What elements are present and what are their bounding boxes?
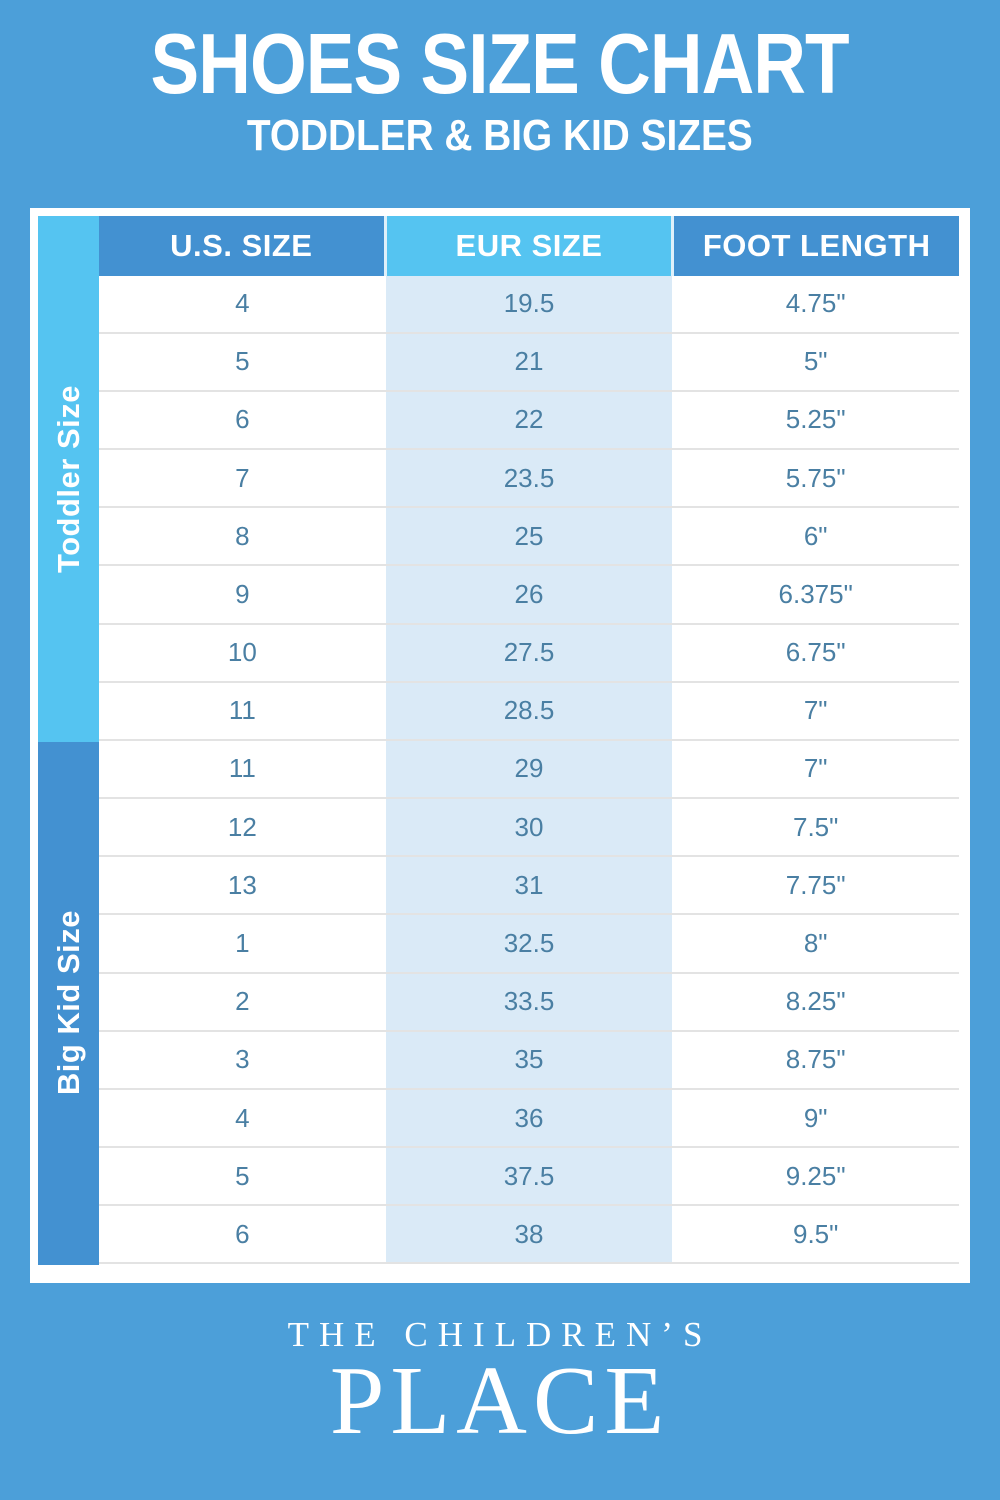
cell-us: 10 xyxy=(227,637,257,668)
table-row xyxy=(99,625,959,683)
cell-foot: 8.25" xyxy=(785,986,846,1017)
cell-us: 5 xyxy=(235,346,250,377)
cell-us: 1 xyxy=(235,927,250,958)
table-row xyxy=(99,915,959,973)
cell-foot: 7" xyxy=(803,753,828,784)
cell-foot: 6.75" xyxy=(785,637,846,668)
table-row xyxy=(99,683,959,741)
table-row xyxy=(99,1148,959,1206)
cell-foot: 4.75" xyxy=(785,288,846,319)
big-kid-size-label: Big Kid Size xyxy=(50,910,86,1096)
column-header-eur-size: EUR SIZE xyxy=(384,216,672,276)
cell-eur: 35 xyxy=(386,1032,673,1088)
cell-foot: 8" xyxy=(803,927,828,958)
column-header-foot-length: FOOT LENGTH xyxy=(671,216,959,276)
table-row xyxy=(99,450,959,508)
cell-us: 5 xyxy=(235,1160,250,1191)
table-row xyxy=(99,508,959,566)
title-block xyxy=(0,0,1000,160)
cell-eur: 36 xyxy=(386,1090,673,1146)
table-row xyxy=(99,566,959,624)
cell-foot: 8.75" xyxy=(785,1044,846,1075)
cell-us: 4 xyxy=(235,288,250,319)
cell-foot: 7.75" xyxy=(785,869,846,900)
brand-name-bottom: PLACE xyxy=(329,1346,671,1455)
brand-name-top: THE CHILDREN’S xyxy=(287,1314,713,1354)
cell-eur: 23.5 xyxy=(386,450,673,506)
cell-eur: 22 xyxy=(386,392,673,448)
cell-eur: 33.5 xyxy=(386,974,673,1030)
page-title: SHOES SIZE CHART xyxy=(150,16,850,113)
cell-foot: 6.375" xyxy=(778,578,853,609)
brand-logo xyxy=(0,1314,1000,1455)
table-row xyxy=(99,741,959,799)
section-sidebar xyxy=(38,216,99,1265)
table-row xyxy=(99,1206,959,1264)
table-row xyxy=(99,1090,959,1148)
cell-us: 7 xyxy=(235,462,250,493)
table-row xyxy=(99,799,959,857)
table-row xyxy=(99,1032,959,1090)
subtitle-wrap xyxy=(0,111,1000,160)
table-row xyxy=(99,392,959,450)
cell-eur: 26 xyxy=(386,566,673,622)
page-subtitle: TODDLER & BIG KID SIZES xyxy=(247,111,753,160)
cell-us: 12 xyxy=(227,811,257,842)
table-header-row xyxy=(99,216,959,276)
cell-foot: 5.75" xyxy=(785,462,846,493)
big-kid-size-section-band xyxy=(38,742,99,1265)
cell-us: 8 xyxy=(235,520,250,551)
column-header-us-size: U.S. SIZE xyxy=(99,216,384,276)
table-row xyxy=(99,334,959,392)
cell-us: 11 xyxy=(228,753,256,784)
size-chart-table xyxy=(30,208,970,1283)
cell-foot: 6" xyxy=(803,520,828,551)
cell-foot: 9.25" xyxy=(785,1160,846,1191)
cell-eur: 19.5 xyxy=(386,276,673,332)
cell-eur: 37.5 xyxy=(386,1148,673,1204)
table-row xyxy=(99,857,959,915)
cell-us: 13 xyxy=(227,869,257,900)
table-row xyxy=(99,974,959,1032)
toddler-size-label: Toddler Size xyxy=(50,384,86,573)
cell-foot: 7" xyxy=(803,695,828,726)
table-row xyxy=(99,276,959,334)
cell-us: 4 xyxy=(235,1102,250,1133)
table-body xyxy=(99,276,959,1265)
cell-foot: 9" xyxy=(803,1102,828,1133)
cell-eur: 30 xyxy=(386,799,673,855)
cell-foot: 7.5" xyxy=(792,811,839,842)
cell-eur: 38 xyxy=(386,1206,673,1262)
cell-eur: 31 xyxy=(386,857,673,913)
cell-us: 2 xyxy=(235,986,250,1017)
cell-foot: 5.25" xyxy=(785,404,846,435)
cell-eur: 27.5 xyxy=(386,625,673,681)
cell-us: 6 xyxy=(235,1218,250,1249)
toddler-size-section-band xyxy=(38,216,99,742)
cell-eur: 28.5 xyxy=(386,683,673,739)
cell-us: 9 xyxy=(235,578,250,609)
cell-us: 3 xyxy=(235,1044,250,1075)
cell-eur: 29 xyxy=(386,741,673,797)
cell-foot: 5" xyxy=(803,346,828,377)
cell-eur: 25 xyxy=(386,508,673,564)
cell-foot: 9.5" xyxy=(792,1218,839,1249)
cell-us: 6 xyxy=(235,404,250,435)
cell-eur: 32.5 xyxy=(386,915,673,971)
cell-us: 11 xyxy=(228,695,256,726)
cell-eur: 21 xyxy=(386,334,673,390)
table-grid xyxy=(99,216,959,1265)
